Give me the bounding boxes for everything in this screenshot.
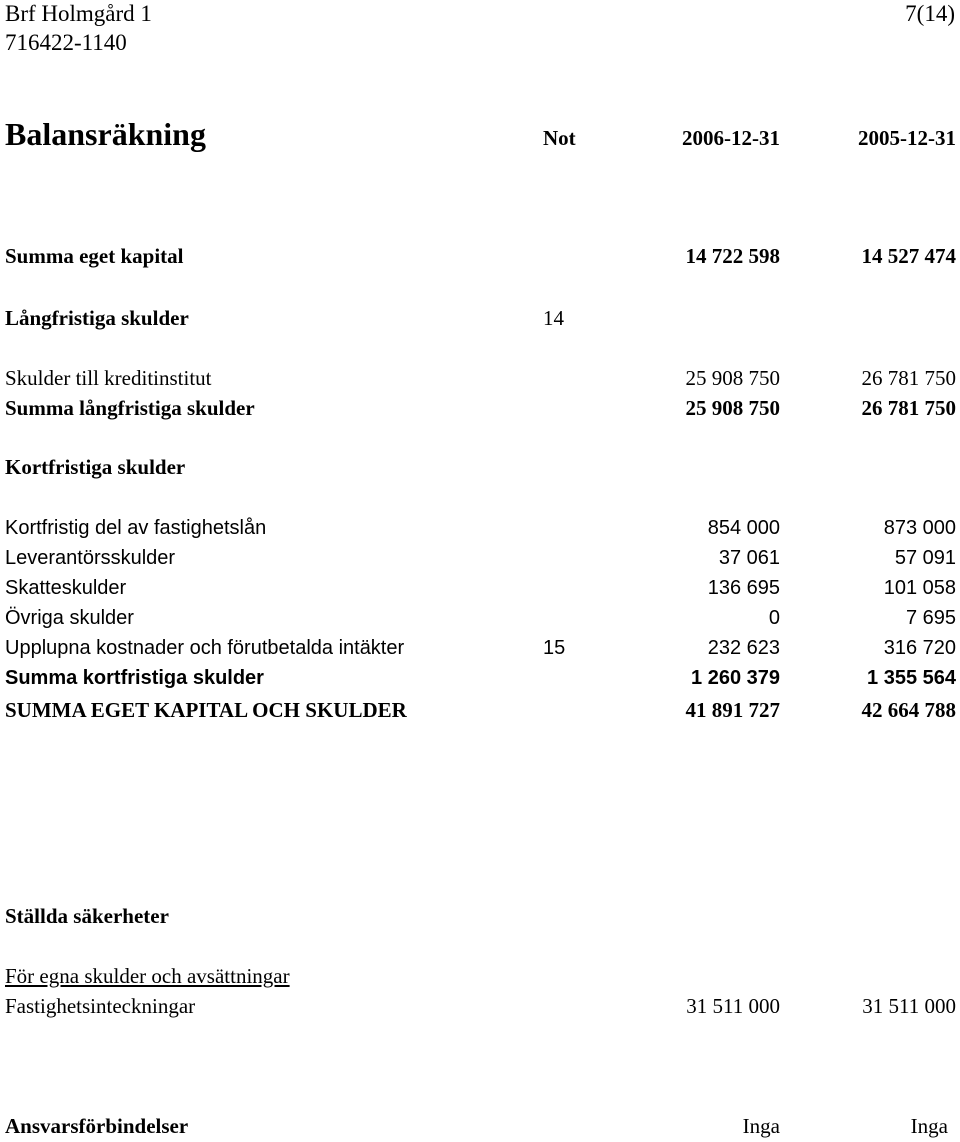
value-2006: 25 908 750 (685, 366, 780, 390)
value-2005: 7 695 (905, 607, 956, 629)
value-2005: 57 091 (894, 547, 956, 569)
row-label: Kortfristig del av fastighetslån (5, 517, 267, 539)
row-label: Upplupna kostnader och förutbetalda intäkter (5, 637, 405, 659)
row-label: Övriga skulder (5, 607, 134, 629)
value-2005: 26 781 750 (861, 366, 956, 390)
column-header-2005: 2005-12-31 (858, 126, 956, 150)
value-2005: 316 720 (883, 637, 956, 659)
note-ref: 14 (543, 306, 564, 330)
row-label: Skatteskulder (5, 577, 127, 599)
value-2006: Inga (742, 1114, 780, 1138)
org-number: 716422-1140 (5, 30, 127, 55)
value-2006: 854 000 (707, 517, 780, 539)
value-2005: 873 000 (883, 517, 956, 539)
column-header-not: Not (543, 126, 576, 150)
row-label: Ansvarsförbindelser (5, 1114, 189, 1138)
value-2006: 14 722 598 (685, 244, 780, 268)
row-label: Summa långfristiga skulder (5, 396, 255, 420)
section-heading: Kortfristiga skulder (5, 455, 186, 479)
row-label: Skulder till kreditinstitut (5, 366, 212, 390)
page-number: 7(14) (905, 1, 955, 26)
value-2006: 0 (768, 607, 780, 629)
value-2006: 1 260 379 (691, 667, 780, 689)
value-2005: 101 058 (883, 577, 956, 599)
value-2006: 232 623 (707, 637, 780, 659)
page-title: Balansräkning (5, 116, 206, 152)
section-heading-pledged: Ställda säkerheter (5, 904, 169, 928)
row-label: Leverantörsskulder (5, 547, 176, 569)
value-2006: 41 891 727 (685, 698, 780, 722)
value-2005: 26 781 750 (861, 396, 956, 420)
value-2005: 42 664 788 (861, 698, 956, 722)
pledged-subheading: För egna skulder och avsättningar (5, 964, 290, 988)
row-label: Summa kortfristiga skulder (5, 667, 264, 689)
row-label: Fastighetsinteckningar (5, 994, 196, 1018)
value-2006: 37 061 (718, 547, 780, 569)
value-2005: 1 355 564 (867, 667, 956, 689)
note-ref: 15 (543, 637, 566, 659)
value-2005: 31 511 000 (862, 994, 956, 1018)
org-name: Brf Holmgård 1 (5, 1, 152, 26)
value-2005: 14 527 474 (861, 244, 956, 268)
row-label: SUMMA EGET KAPITAL OCH SKULDER (5, 698, 407, 722)
column-header-2006: 2006-12-31 (682, 126, 780, 150)
value-2006: 136 695 (707, 577, 780, 599)
section-heading: Långfristiga skulder (5, 306, 189, 330)
value-2005: Inga (910, 1114, 948, 1138)
row-label: Summa eget kapital (5, 244, 184, 268)
value-2006: 31 511 000 (686, 994, 780, 1018)
value-2006: 25 908 750 (685, 396, 780, 420)
